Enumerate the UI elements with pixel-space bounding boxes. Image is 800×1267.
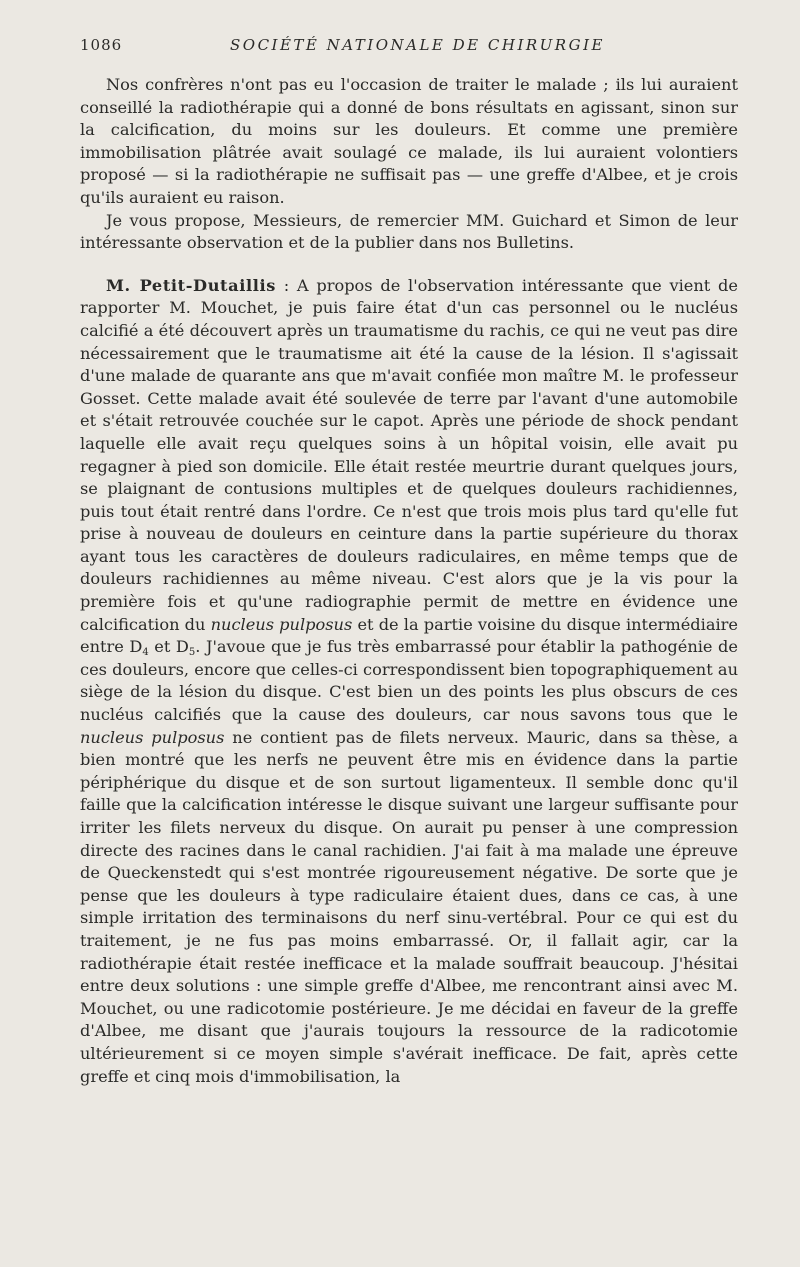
paragraph-closing-remarks: Nos confrères n'ont pas eu l'occasion de traiter le malade ; ils lui auraient conseillé la radiothérapie qui a donné de bons résultats en agissant, sinon sur la calcification, du moins sur les douleurs. Et comme une première immobilisation plâtrée avait soulagé ce malade, ils lui auraient volontiers proposé — si la radiothérapie ne suffisait pas — une greffe d'Albee, et je crois qu'ils auraient eu raison. (80, 75, 738, 207)
speaker-name: M. Petit-Dutaillis (106, 275, 276, 295)
running-title: SOCIÉTÉ NATIONALE DE CHIRURGIE (230, 36, 605, 54)
italic-term: nucleus pulposus (80, 727, 225, 747)
subscript: 4 (142, 647, 149, 659)
text-segment: : A propos de l'observation intéressante que vient de rapporter M. Mouchet, je puis faire état d'un cas personnel ou le nucléus calcifié a été découvert après un traumatisme du rachis, ce qui ne veut pas dire nécessairement que le traumatisme ait été la cause de la lésion. Il s'agissait d'une malade de quarante ans que m'avait confiée mon maître M. le professeur Gosset. Cette malade avait été soulevée de terre par l'avant d'une automobile et s'était retrouvée couchée sur le capot. Après une période de shock pendant laquelle elle avait reçu quelques soins à un hôpital voisin, elle avait pu regagner à pied son domicile. Elle était restée meurtrie durant quelques jours, se plaignant de contusions multiples et de quelques douleurs rachidiennes, puis tout était rentré dans l'ordre. Ce n'est que trois mois plus tard qu'elle fut prise à nouveau de douleurs en ceinture dans la partie supérieure du thorax ayant tous les caractères de douleurs radiculaires, en même temps que de douleurs rachidiennes au même niveau. C'est alors que je la vis pour la première fois et qu'une radiographie permit de mettre en évidence une calcification du (80, 275, 738, 634)
subscript: 5 (188, 647, 196, 659)
italic-term: nucleus pulposus (210, 614, 353, 634)
page-number: 1086 (80, 36, 123, 54)
text-segment: et de la partie voisine du disque intermédiaire entre D (80, 614, 738, 657)
text-segment: . J'avoue que je fus très embarrassé pour établir la pathogénie de ces douleurs, encore que celles-ci correspondissent bien topographiquement au siège de la lésion du disque. C'est bien un des points les plus obscurs de ces nucléus calcifiés que la cause des douleurs, car nous savons tous que le (80, 637, 738, 725)
text-segment: ne contient pas de filets nerveux. Mauric, dans sa thèse, a bien montré que les nerfs ne peuvent être mis en évidence dans la partie périphérique du disque et de son surtout ligamenteux. Il semble donc qu'il faille que la calcification intéresse le disque suivant une largeur suffisante pour irriter les filets nerveux du disque. On aurait pu penser à une compression directe des racines dans le canal rachidien. J'ai fait à ma malade une épreuve de Queckenstedt qui s'est montrée rigoureusement négative. De sorte que je pense que les douleurs à type radiculaire étaient dues, dans ce cas, à une simple irritation des terminaisons du nerf sinu-vertébral. Pour ce qui est du traitement, je ne fus pas moins embarrassé. Or, il fallait agir, car la radiothérapie était restée inefficace et la malade souffrait beaucoup. J'hésitai entre deux solutions : une simple greffe d'Albee, me rencontrant ainsi avec M. Mouchet, ou une radicotomie postérieure. Je me décidai en faveur de la greffe d'Albee, me disant que j'aurais toujours la ressource de la radicotomie ultérieurement si ce moyen simple s'avérait inefficace. De fait, après cette greffe et cinq mois d'immobilisation, la (80, 727, 738, 1086)
article-body (80, 74, 738, 1088)
text-segment: et D (148, 637, 189, 657)
page-header (80, 36, 740, 58)
paragraph-petit-dutaillis (80, 275, 738, 1088)
paragraph-proposal: Je vous propose, Messieurs, de remercier MM. Guichard et Simon de leur intéressante observation et de la publier dans nos Bulletins. (80, 210, 738, 253)
